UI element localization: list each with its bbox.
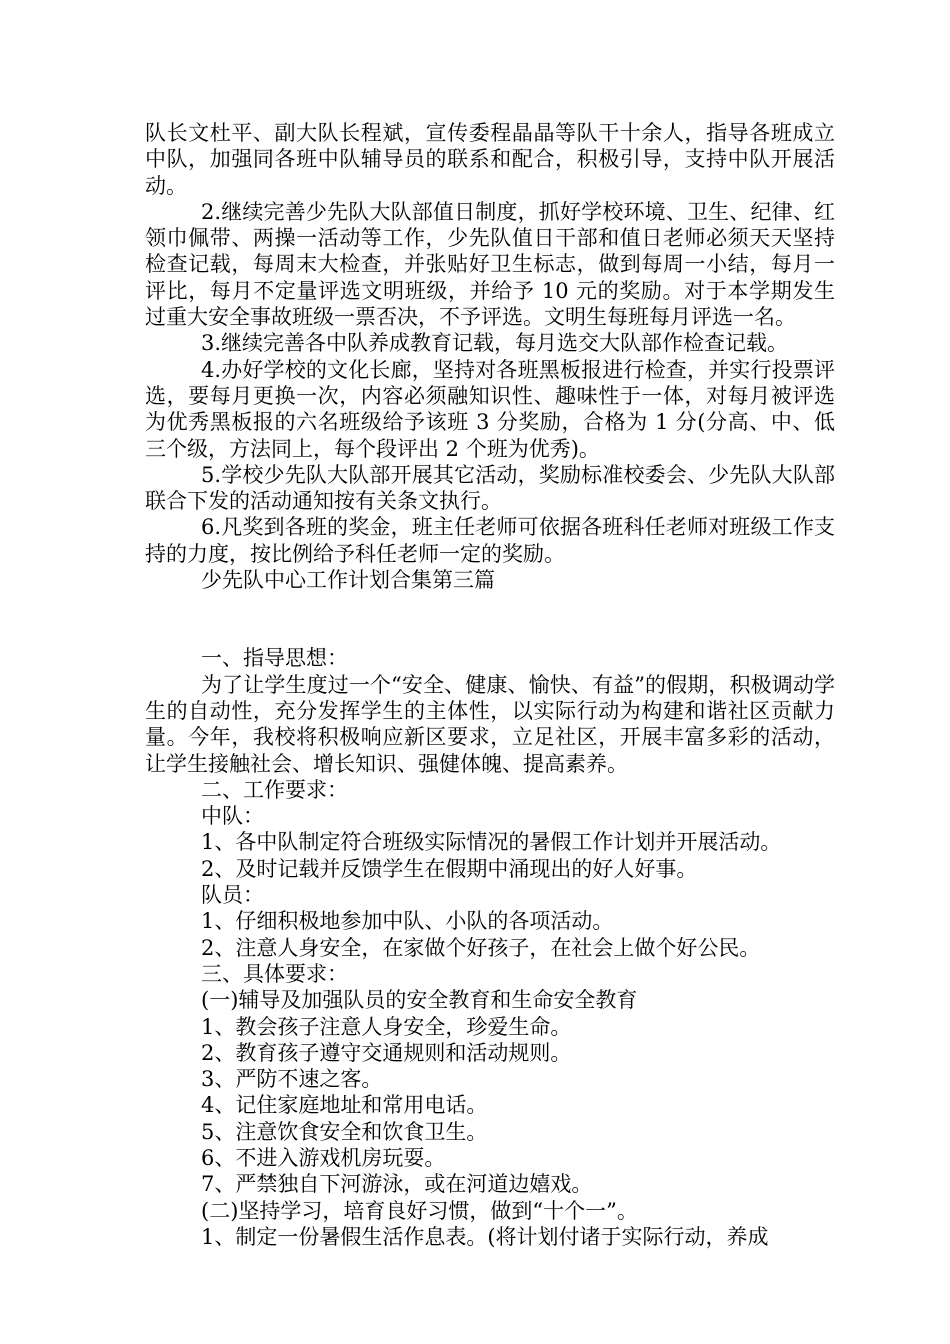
list-item: 1、制定一份暑假生活作息表。(将计划付诸于实际行动，养成 [201, 1224, 769, 1249]
list-item: 1、仔细积极地参加中队、小队的各项活动。 [201, 909, 614, 934]
paragraph-guiding-thought: 为了让学生度过一个“安全、健康、愉快、有益”的假期，积极调动学生的自动性，充分发挥学生的主体性，以实际行动为构建和谐社区贡献力量。今年，我校将积极响应新区要求，立足社区，开展丰富多彩的活动，让学生接触社会、增长知识、强健体魄、提高素养。 [145, 672, 835, 776]
document-body [145, 120, 835, 1250]
paragraph-item-5: 5.学校少先队大队部开展其它活动，奖励标准校委会、少先队大队部联合下发的活动通知按有关条文执行。 [145, 462, 835, 514]
list-item: 6、不进入游戏机房玩耍。 [201, 1145, 446, 1170]
paragraph-item-2: 2.继续完善少先队大队部值日制度，抓好学校环境、卫生、纪律、红领巾佩带、两操一活动等工作，少先队值日干部和值日老师必须天天坚持检查记载，每周末大检查，并张贴好卫生标志，做到每周一小结，每月一评比，每月不定量评选文明班级，并给予 10 元的奖励。对于本学期发生过重大安全事故班级一票否决，不予评选。文明生每班每月评选一名。 [145, 199, 835, 330]
subheading-members: 队员： [201, 883, 264, 908]
list-item: 1、教会孩子注意人身安全，珍爱生命。 [201, 1014, 572, 1039]
list-item: 2、及时记载并反馈学生在假期中涌现出的好人好事。 [201, 856, 698, 881]
paragraph-continuation: 队长文杜平、副大队长程斌，宣传委程晶晶等队干十余人，指导各班成立中队，加强同各班中队辅导员的联系和配合，积极引导，支持中队开展活动。 [145, 121, 835, 198]
subheading-safety-education: (一)辅导及加强队员的安全教育和生命安全教育 [201, 988, 638, 1013]
heading-specific-requirements: 三、具体要求： [201, 961, 348, 986]
paragraph-item-4: 4.办好学校的文化长廊，坚持对各班黑板报进行检查，并实行投票评选，要每月更换一次，内容必须融知识性、趣味性于一体，对每月被评选为优秀黑板报的六名班级给予该班 3 分奖励，合格为 1 分(分高、中、低三个级，方法同上，每个段评出 2 个班为优秀)。 [145, 357, 835, 461]
list-item: 2、教育孩子遵守交通规则和活动规则。 [201, 1040, 572, 1065]
subheading-study-habits: (二)坚持学习，培育良好习惯，做到“十个一”。 [201, 1198, 638, 1223]
subheading-squadron: 中队： [201, 804, 264, 829]
list-item: 5、注意饮食安全和饮食卫生。 [201, 1119, 488, 1144]
list-item: 4、记住家庭地址和常用电话。 [201, 1093, 488, 1118]
list-item: 3、严防不速之客。 [201, 1067, 383, 1092]
list-item: 7、严禁独自下河游泳，或在河道边嬉戏。 [201, 1172, 593, 1197]
paragraph-item-6: 6.凡奖到各班的奖金，班主任老师可依据各班科任老师对班级工作支持的力度，按比例给予科任老师一定的奖励。 [145, 515, 835, 566]
paragraph-item-3: 3.继续完善各中队养成教育记载，每月选交大队部作检查记载。 [201, 331, 789, 356]
blank-line [145, 593, 835, 645]
section-title: 少先队中心工作计划合集第三篇 [201, 568, 495, 593]
list-item: 2、注意人身安全，在家做个好孩子，在社会上做个好公民。 [201, 935, 761, 960]
heading-guiding-thought: 一、指导思想： [201, 646, 348, 671]
list-item: 1、各中队制定符合班级实际情况的暑假工作计划并开展活动。 [201, 830, 782, 855]
heading-work-requirements: 二、工作要求： [201, 777, 348, 802]
